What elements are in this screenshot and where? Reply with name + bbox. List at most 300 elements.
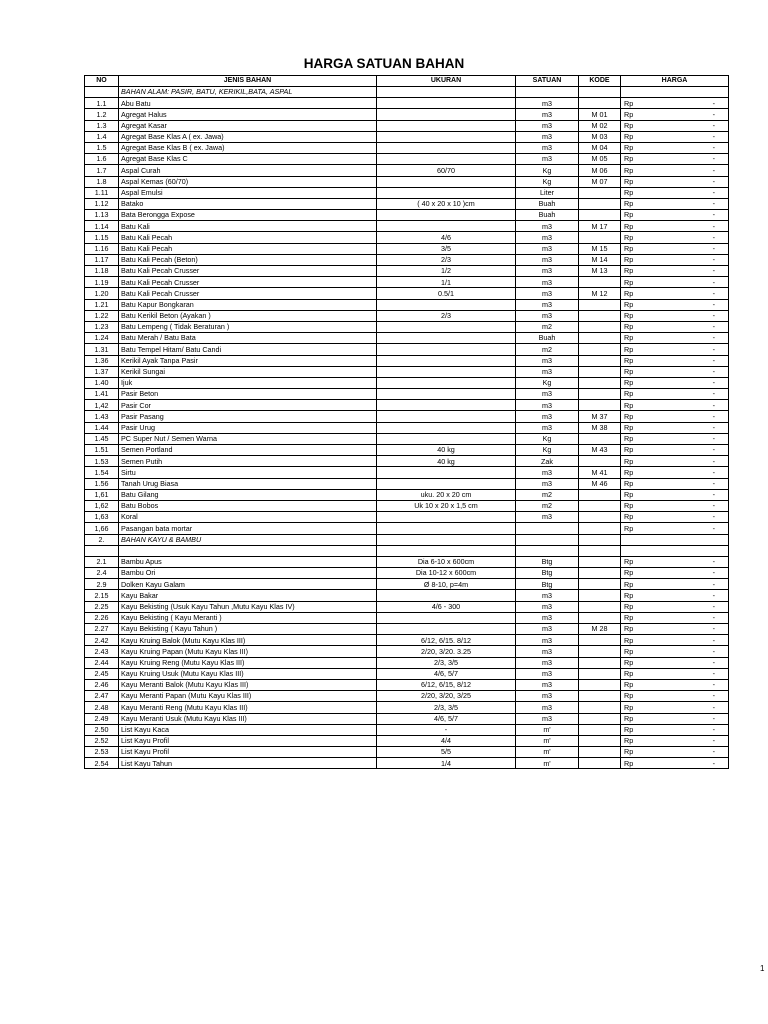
cell-size: 2/3, 3/5 <box>377 657 516 668</box>
currency-label: Rp <box>624 445 634 455</box>
cell-price <box>621 221 729 232</box>
cell-price <box>621 400 729 411</box>
table-row <box>85 679 729 690</box>
table-row <box>85 422 729 433</box>
cell-code <box>579 657 621 668</box>
price-value: - <box>712 467 715 477</box>
table-row <box>85 590 729 601</box>
cell-size <box>377 333 516 344</box>
cell-price <box>621 456 729 467</box>
cell-code <box>579 456 621 467</box>
table-row <box>85 366 729 377</box>
cell-code <box>579 646 621 657</box>
price-value: - <box>712 490 715 500</box>
price-value: - <box>712 311 715 321</box>
cell-no: 1.8 <box>85 176 119 187</box>
table-row <box>85 232 729 243</box>
price-value: - <box>712 579 715 589</box>
cell-unit: Kg <box>516 445 579 456</box>
cell-name: Kayu Meranti Usuk (Mutu Kayu Klas III) <box>119 713 377 724</box>
cell-code: M 41 <box>579 467 621 478</box>
currency-label: Rp <box>624 736 634 746</box>
cell-size <box>377 154 516 165</box>
cell-no: 2.53 <box>85 747 119 758</box>
currency-label: Rp <box>624 456 634 466</box>
cell-price <box>621 366 729 377</box>
cell-size <box>377 321 516 332</box>
currency-label: Rp <box>624 579 634 589</box>
table-row <box>85 691 729 702</box>
price-value: - <box>712 277 715 287</box>
currency-label: Rp <box>624 120 634 130</box>
cell-code: M 46 <box>579 478 621 489</box>
price-value: - <box>712 266 715 276</box>
table-row <box>85 489 729 500</box>
price-value: - <box>712 176 715 186</box>
cell-code <box>579 579 621 590</box>
cell-unit: Kg <box>516 377 579 388</box>
cell-price <box>621 534 729 545</box>
cell-name: Pasir Pasang <box>119 411 377 422</box>
cell-size: ( 40 x 20 x 10 )cm <box>377 198 516 209</box>
cell-name: Aspal Emulsi <box>119 187 377 198</box>
cell-price <box>621 467 729 478</box>
currency-label: Rp <box>624 669 634 679</box>
cell-size <box>377 176 516 187</box>
cell-name: Batu Kapur Bongkaran <box>119 299 377 310</box>
currency-label: Rp <box>624 378 634 388</box>
cell-unit: m2 <box>516 500 579 511</box>
price-value: - <box>712 646 715 656</box>
cell-price <box>621 422 729 433</box>
cell-unit: Kg <box>516 176 579 187</box>
cell-size: 4/6, 5/7 <box>377 668 516 679</box>
table-row <box>85 478 729 489</box>
table-row <box>85 456 729 467</box>
empty-cell <box>621 545 729 556</box>
cell-name: Sirtu <box>119 467 377 478</box>
cell-no: 1.15 <box>85 232 119 243</box>
cell-unit: m3 <box>516 299 579 310</box>
cell-unit: m3 <box>516 679 579 690</box>
cell-price <box>621 478 729 489</box>
cell-name: List Kayu Profil <box>119 735 377 746</box>
cell-code <box>579 702 621 713</box>
cell-size <box>377 624 516 635</box>
cell-code <box>579 210 621 221</box>
price-value: - <box>712 210 715 220</box>
cell-price <box>621 98 729 109</box>
currency-label: Rp <box>624 266 634 276</box>
cell-code: M 03 <box>579 131 621 142</box>
cell-name: List Kayu Kaca <box>119 724 377 735</box>
price-value: - <box>712 98 715 108</box>
table-row <box>85 221 729 232</box>
cell-unit: m3 <box>516 254 579 265</box>
cell-no: 1.19 <box>85 277 119 288</box>
cell-code <box>579 713 621 724</box>
cell-unit: Btg <box>516 579 579 590</box>
cell-name: Aspal Curah <box>119 165 377 176</box>
cell-no: 2.15 <box>85 590 119 601</box>
cell-price <box>621 87 729 98</box>
cell-price <box>621 668 729 679</box>
cell-name: Batu Bobos <box>119 500 377 511</box>
price-value: - <box>712 411 715 421</box>
cell-price <box>621 747 729 758</box>
table-row <box>85 445 729 456</box>
price-table <box>84 75 729 769</box>
cell-unit: m3 <box>516 98 579 109</box>
cell-name: Kayu Meranti Papan (Mutu Kayu Klas III) <box>119 691 377 702</box>
cell-no: 1,62 <box>85 500 119 511</box>
cell-unit: m3 <box>516 422 579 433</box>
price-value: - <box>712 378 715 388</box>
table-row <box>85 747 729 758</box>
cell-size: 1/1 <box>377 277 516 288</box>
cell-size <box>377 422 516 433</box>
cell-name: Batu Tempel Hitam/ Batu Candi <box>119 344 377 355</box>
table-row <box>85 131 729 142</box>
empty-cell <box>119 545 377 556</box>
currency-label: Rp <box>624 389 634 399</box>
cell-name: Kayu Bekisting ( Kayu Tahun ) <box>119 624 377 635</box>
currency-label: Rp <box>624 478 634 488</box>
table-row <box>85 165 729 176</box>
price-value: - <box>712 165 715 175</box>
cell-code <box>579 635 621 646</box>
cell-code <box>579 568 621 579</box>
cell-name: Pasir Beton <box>119 389 377 400</box>
header-price: HARGA <box>621 76 729 87</box>
cell-code <box>579 98 621 109</box>
cell-code <box>579 321 621 332</box>
table-row <box>85 601 729 612</box>
cell-unit <box>516 87 579 98</box>
currency-label: Rp <box>624 210 634 220</box>
cell-price <box>621 512 729 523</box>
cell-price <box>621 165 729 176</box>
cell-price <box>621 702 729 713</box>
cell-unit: Kg <box>516 165 579 176</box>
price-value: - <box>712 635 715 645</box>
price-value: - <box>712 120 715 130</box>
table-row <box>85 98 729 109</box>
cell-name: Kayu Bekisting ( Kayu Meranti ) <box>119 612 377 623</box>
cell-size: 4/6 - 300 <box>377 601 516 612</box>
cell-price <box>621 657 729 668</box>
cell-price <box>621 758 729 769</box>
table-row <box>85 198 729 209</box>
table-row <box>85 657 729 668</box>
cell-size <box>377 221 516 232</box>
currency-label: Rp <box>624 691 634 701</box>
cell-size: 2/20, 3/20. 3.25 <box>377 646 516 657</box>
table-blank-row <box>85 545 729 556</box>
table-row <box>85 243 729 254</box>
cell-no: 1.51 <box>85 445 119 456</box>
currency-label: Rp <box>624 188 634 198</box>
cell-no <box>85 87 119 98</box>
empty-cell <box>377 545 516 556</box>
cell-name: Agregat Kasar <box>119 120 377 131</box>
price-value: - <box>712 154 715 164</box>
table-row <box>85 512 729 523</box>
cell-name: Koral <box>119 512 377 523</box>
cell-no: 2.27 <box>85 624 119 635</box>
cell-no: 1.14 <box>85 221 119 232</box>
cell-code <box>579 377 621 388</box>
currency-label: Rp <box>624 434 634 444</box>
cell-no: 2.49 <box>85 713 119 724</box>
table-row <box>85 523 729 534</box>
cell-price <box>621 635 729 646</box>
cell-price <box>621 612 729 623</box>
cell-size: 5/5 <box>377 747 516 758</box>
cell-code <box>579 299 621 310</box>
cell-unit: m3 <box>516 310 579 321</box>
cell-name: Kayu Kruing Papan (Mutu Kayu Klas III) <box>119 646 377 657</box>
table-row <box>85 176 729 187</box>
cell-code <box>579 590 621 601</box>
cell-no: 1.43 <box>85 411 119 422</box>
currency-label: Rp <box>624 758 634 768</box>
price-value: - <box>712 445 715 455</box>
cell-code: M 05 <box>579 154 621 165</box>
cell-no: 1.36 <box>85 355 119 366</box>
cell-price <box>621 624 729 635</box>
cell-size: 40 kg <box>377 456 516 467</box>
cell-name: BAHAN ALAM: PASIR, BATU, KERIKIL,BATA, ASPAL <box>119 87 377 98</box>
table-row <box>85 344 729 355</box>
currency-label: Rp <box>624 355 634 365</box>
cell-size <box>377 612 516 623</box>
cell-price <box>621 321 729 332</box>
cell-code <box>579 758 621 769</box>
cell-size <box>377 366 516 377</box>
cell-size: 40 kg <box>377 445 516 456</box>
currency-label: Rp <box>624 713 634 723</box>
price-value: - <box>712 478 715 488</box>
cell-unit: m3 <box>516 713 579 724</box>
table-row <box>85 321 729 332</box>
cell-size: Dia 10-12 x 600cm <box>377 568 516 579</box>
cell-code <box>579 355 621 366</box>
cell-unit: m3 <box>516 590 579 601</box>
cell-price <box>621 601 729 612</box>
cell-unit: m3 <box>516 355 579 366</box>
cell-no: 2.54 <box>85 758 119 769</box>
cell-size: 4/4 <box>377 735 516 746</box>
cell-name: Batu Kali Pecah (Beton) <box>119 254 377 265</box>
price-value: - <box>712 255 715 265</box>
cell-no: 1.24 <box>85 333 119 344</box>
cell-size <box>377 534 516 545</box>
cell-size: 0.5/1 <box>377 288 516 299</box>
cell-code <box>579 724 621 735</box>
table-row <box>85 355 729 366</box>
cell-name: Aspal Kemas (60/70) <box>119 176 377 187</box>
table-body <box>85 87 729 769</box>
cell-size: Dia 6-10 x 600cm <box>377 556 516 567</box>
cell-unit: m3 <box>516 131 579 142</box>
cell-size <box>377 478 516 489</box>
cell-no: 1.18 <box>85 266 119 277</box>
cell-price <box>621 713 729 724</box>
cell-unit: m3 <box>516 400 579 411</box>
cell-name: Tanah Urug Biasa <box>119 478 377 489</box>
cell-code: M 02 <box>579 120 621 131</box>
cell-price <box>621 333 729 344</box>
cell-unit: m3 <box>516 411 579 422</box>
cell-no: 1.3 <box>85 120 119 131</box>
table-row <box>85 400 729 411</box>
cell-price <box>621 310 729 321</box>
section-row <box>85 534 729 545</box>
cell-name: Kayu Kruing Reng (Mutu Kayu Klas III) <box>119 657 377 668</box>
cell-size: 4/6, 5/7 <box>377 713 516 724</box>
cell-no: 1.53 <box>85 456 119 467</box>
table-row <box>85 724 729 735</box>
cell-size: 3/5 <box>377 243 516 254</box>
cell-unit: Buah <box>516 333 579 344</box>
cell-price <box>621 243 729 254</box>
price-value: - <box>712 624 715 634</box>
currency-label: Rp <box>624 467 634 477</box>
table-row <box>85 377 729 388</box>
cell-code: M 14 <box>579 254 621 265</box>
currency-label: Rp <box>624 367 634 377</box>
currency-label: Rp <box>624 221 634 231</box>
price-value: - <box>712 557 715 567</box>
cell-name: PC Super Nut / Semen Warna <box>119 433 377 444</box>
cell-price <box>621 445 729 456</box>
cell-price <box>621 355 729 366</box>
cell-price <box>621 232 729 243</box>
table-row <box>85 556 729 567</box>
cell-code: M 12 <box>579 288 621 299</box>
cell-no: 2.25 <box>85 601 119 612</box>
price-value: - <box>712 132 715 142</box>
table-row <box>85 735 729 746</box>
cell-size: 1/2 <box>377 266 516 277</box>
cell-no: 2.52 <box>85 735 119 746</box>
cell-name: Batu Lempeng ( Tidak Beraturan ) <box>119 321 377 332</box>
currency-label: Rp <box>624 702 634 712</box>
cell-unit: m3 <box>516 467 579 478</box>
currency-label: Rp <box>624 422 634 432</box>
cell-price <box>621 109 729 120</box>
price-value: - <box>712 232 715 242</box>
cell-code <box>579 433 621 444</box>
table-row <box>85 142 729 153</box>
cell-unit: m3 <box>516 646 579 657</box>
cell-price <box>621 579 729 590</box>
table-row <box>85 702 729 713</box>
table-row <box>85 210 729 221</box>
cell-no: 2.26 <box>85 612 119 623</box>
cell-code <box>579 87 621 98</box>
cell-price <box>621 500 729 511</box>
currency-label: Rp <box>624 322 634 332</box>
cell-name: Kayu Bekisting (Usuk Kayu Tahun ,Mutu Kayu Klas IV) <box>119 601 377 612</box>
cell-no: 1.13 <box>85 210 119 221</box>
cell-name: Pasir Urug <box>119 422 377 433</box>
cell-no: 1.5 <box>85 142 119 153</box>
cell-name: Batu Kali Pecah Crusser <box>119 288 377 299</box>
table-row <box>85 646 729 657</box>
cell-name: Kayu Kruing Usuk (Mutu Kayu Klas III) <box>119 668 377 679</box>
currency-label: Rp <box>624 232 634 242</box>
cell-price <box>621 389 729 400</box>
currency-label: Rp <box>624 255 634 265</box>
cell-unit: Btg <box>516 568 579 579</box>
price-value: - <box>712 355 715 365</box>
cell-code <box>579 601 621 612</box>
table-row <box>85 310 729 321</box>
currency-label: Rp <box>624 288 634 298</box>
header-no: NO <box>85 76 119 87</box>
cell-name: Abu Batu <box>119 98 377 109</box>
cell-code <box>579 691 621 702</box>
cell-price <box>621 142 729 153</box>
price-value: - <box>712 299 715 309</box>
cell-price <box>621 210 729 221</box>
price-value: - <box>712 143 715 153</box>
cell-name: Agregat Halus <box>119 109 377 120</box>
cell-unit: Zak <box>516 456 579 467</box>
cell-unit: m3 <box>516 120 579 131</box>
cell-unit: m3 <box>516 389 579 400</box>
price-value: - <box>712 501 715 511</box>
cell-name: Kerikil Ayak Tanpa Pasir <box>119 355 377 366</box>
cell-size <box>377 523 516 534</box>
cell-code <box>579 333 621 344</box>
cell-unit: m3 <box>516 624 579 635</box>
cell-price <box>621 433 729 444</box>
cell-name: Kayu Kruing Balok (Mutu Kayu Klas III) <box>119 635 377 646</box>
table-row <box>85 668 729 679</box>
cell-name: Batu Gilang <box>119 489 377 500</box>
price-value: - <box>712 434 715 444</box>
cell-no: 1.6 <box>85 154 119 165</box>
cell-code <box>579 310 621 321</box>
currency-label: Rp <box>624 490 634 500</box>
cell-no: 2.1 <box>85 556 119 567</box>
table-row <box>85 467 729 478</box>
cell-size <box>377 142 516 153</box>
table-row <box>85 433 729 444</box>
currency-label: Rp <box>624 501 634 511</box>
cell-code: M 06 <box>579 165 621 176</box>
currency-label: Rp <box>624 725 634 735</box>
cell-unit: m3 <box>516 277 579 288</box>
currency-label: Rp <box>624 132 634 142</box>
cell-unit: m3 <box>516 635 579 646</box>
cell-price <box>621 344 729 355</box>
cell-unit: m3 <box>516 512 579 523</box>
cell-code <box>579 389 621 400</box>
cell-price <box>621 154 729 165</box>
table-row <box>85 299 729 310</box>
cell-no: 1.56 <box>85 478 119 489</box>
cell-code: M 43 <box>579 445 621 456</box>
cell-price <box>621 198 729 209</box>
cell-size <box>377 109 516 120</box>
cell-code <box>579 612 621 623</box>
cell-price <box>621 556 729 567</box>
cell-unit: m2 <box>516 344 579 355</box>
